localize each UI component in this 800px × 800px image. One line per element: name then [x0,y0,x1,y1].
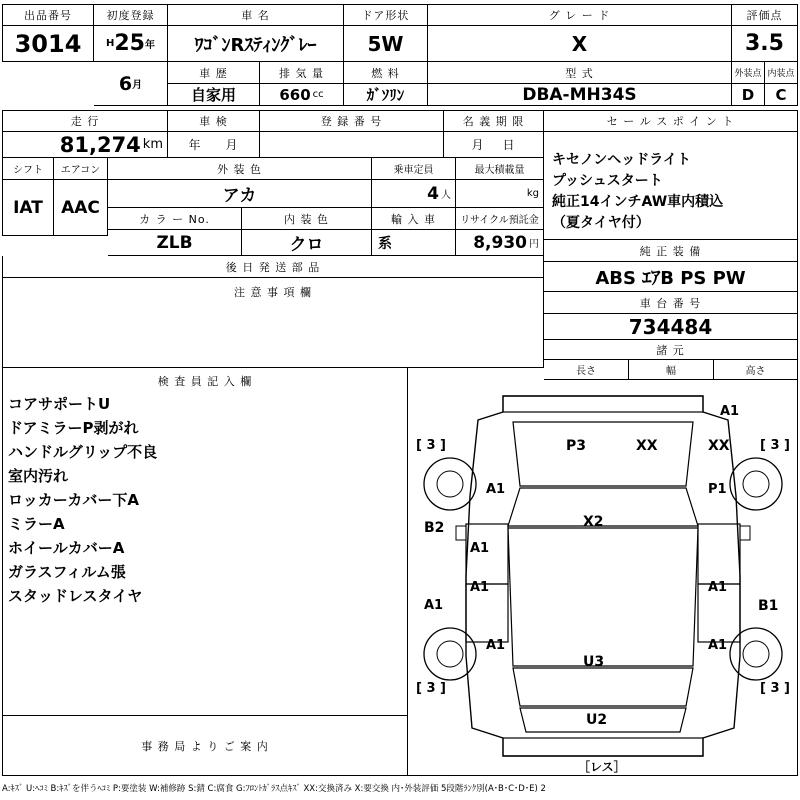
mark-left-wheel-front: [ 3 ] [416,438,446,453]
recycle-deposit-value: 8,930 円 [456,230,544,256]
fuel-value: ｶﾞｿﾘﾝ [344,84,428,106]
mark-hood-right: XX [636,438,658,454]
mark-right-quarter-b1: B1 [758,598,779,614]
inspector-note: ハンドルグリップ不良 [8,443,158,461]
name-change-value: 月 日 [444,132,544,158]
mark-rear-left-a1: A1 [486,638,506,653]
mark-rear-bumper-u2: U2 [586,712,608,728]
sales-point-item: キセノンヘッドライト [552,152,691,168]
chassis-number-value: 734484 [544,314,798,340]
mark-rear-panel-u3: U3 [583,654,605,670]
shift-value: IAT [2,180,54,236]
sales-point-item: 純正14インチAW車内積込 [552,194,724,210]
import-label: 輸 入 車 [372,208,456,230]
door-shape-value: 5W [344,26,428,62]
model-code-value: DBA-MH34S [428,84,732,106]
inspector-note: ドアミラーP剥がれ [8,419,139,437]
mark-hood-left: P3 [566,438,587,454]
mark-roof-x2: X2 [583,514,604,530]
inspector-note: ミラーA [8,515,65,533]
mark-left-front-door-a1: A1 [470,541,490,556]
history-label: 車 歴 [168,62,260,84]
dimension-length: 長さ [544,360,629,380]
sales-point-label: セ ー ル ス ポ イ ン ト [544,110,798,132]
dimension-width: 幅 [629,360,714,380]
displacement-label: 排 気 量 [260,62,344,84]
car-name-value: ﾜｺﾞﾝRｽﾃｨﾝｸﾞﾚｰ [168,26,344,62]
first-registration-label: 初度登録 [94,4,168,26]
inspection-label: 車 検 [168,110,260,132]
inspector-note: スタッドレスタイヤ [8,587,143,605]
score-label: 評価点 [732,4,798,26]
inspector-note: コアサポートU [8,395,111,413]
shift-label: シフト [2,158,54,180]
exterior-color-value: アカ [108,180,372,208]
capacity-value: 4 人 [372,180,456,208]
inspector-label: 検 査 員 記 入 欄 [157,375,253,388]
registration-number-value [260,132,444,158]
chassis-number-label: 車 台 番 号 [544,292,798,314]
inspector-note: ホイールカバーA [8,539,125,557]
max-load-value: kg [456,180,544,208]
inspector-note: 室内汚れ [8,467,69,485]
legend-text: A:ｷｽﾞ U:ﾍｺﾐ B:ｷｽﾞを伴うﾍｺﾐ P:要塗装 W:補修跡 S:錆 C:腐食 G:ﾌﾛﾝﾄｶﾞﾗｽ点ｷｽﾞ XX:交換済み X:要交換 内･外装評価 5段階ﾗﾝｸ別(A･B･C･D･E) 2 [2,784,546,794]
interior-score-value: C [765,84,798,106]
score-value: 3.5 [732,26,798,62]
equipment-value: ABS ｴｱB PS PW [544,262,798,292]
exterior-score-value: D [732,84,765,106]
mark-front-right-corner: A1 [720,404,740,419]
car-name-label: 車 名 [168,4,344,26]
registration-number-label: 登 録 番 号 [260,110,444,132]
mileage-label: 走 行 [2,110,168,132]
exterior-score-label: 外装点 [732,62,765,84]
mark-left-quarter-a1: A1 [424,598,444,613]
mileage-value: 81,274 km [2,132,168,158]
lot-number-label: 出品番号 [2,4,94,26]
door-shape-label: ドア形状 [344,4,428,26]
mark-right-wheel-front: [ 3 ] [760,438,790,453]
fuel-label: 燃 料 [344,62,428,84]
capacity-label: 乗車定員 [372,158,456,180]
grade-label: グ レ ー ド [428,4,732,26]
aircon-value: AAC [54,180,108,236]
interior-color-value: クロ [242,230,372,256]
equipment-label: 純 正 装 備 [544,240,798,262]
mark-front-fender-right: XX [708,438,730,454]
sales-point-item: （夏タイヤ付） [552,215,650,231]
interior-score-label: 内装点 [765,62,798,84]
mark-left-front-door-b2: B2 [424,520,445,536]
damage-diagram [408,376,798,776]
name-change-label: 名 義 期 限 [444,110,544,132]
mark-rear-res: ［レス］ [578,760,626,774]
mark-front-left-a1: A1 [486,482,506,497]
interior-color-suffix: 系 [372,230,456,256]
sales-point-item: プッシュスタート [552,173,663,189]
caution-box [2,278,544,368]
dimension-height: 高さ [714,360,798,380]
office-notice-box: 事 務 局 よ り ご 案 内 [2,716,408,776]
mark-right-rear-door-a1: A1 [708,580,728,595]
mark-front-right-p1: P1 [708,482,727,497]
mark-left-wheel-rear: [ 3 ] [416,681,446,696]
inspector-note: ロッカーカバー下A [8,491,140,509]
color-number-label: カ ラ ー No. [108,208,242,230]
max-load-label: 最大積載量 [456,158,544,180]
first-registration-value: H 25 年 [94,26,168,62]
later-parts-label: 後 日 発 送 部 品 [2,256,544,278]
inspector-notes [8,392,157,608]
mark-rear-right-a1: A1 [708,638,728,653]
lot-number-value: 3014 [2,26,94,62]
color-number-value: ZLB [108,230,242,256]
mark-left-rear-door-a1: A1 [470,580,490,595]
mark-right-wheel-rear: [ 3 ] [760,681,790,696]
aircon-label: エアコン [54,158,108,180]
grade-value: X [428,26,732,62]
model-code-label: 型 式 [428,62,732,84]
inspection-value: 年 月 [168,132,260,158]
sales-point-list [552,150,723,234]
dimension-label: 諸 元 [544,340,798,360]
history-value: 自家用 [168,84,260,106]
interior-color-label: 内 装 色 [242,208,372,230]
exterior-color-label: 外 装 色 [108,158,372,180]
displacement-value: 660 cc [260,84,344,106]
caution-label: 注 意 事 項 欄 [234,286,312,299]
recycle-deposit-label: リサイクル預託金 [456,208,544,230]
history-month: 6 月 [94,62,168,106]
inspector-note: ガラスフィルム張 [8,563,126,581]
